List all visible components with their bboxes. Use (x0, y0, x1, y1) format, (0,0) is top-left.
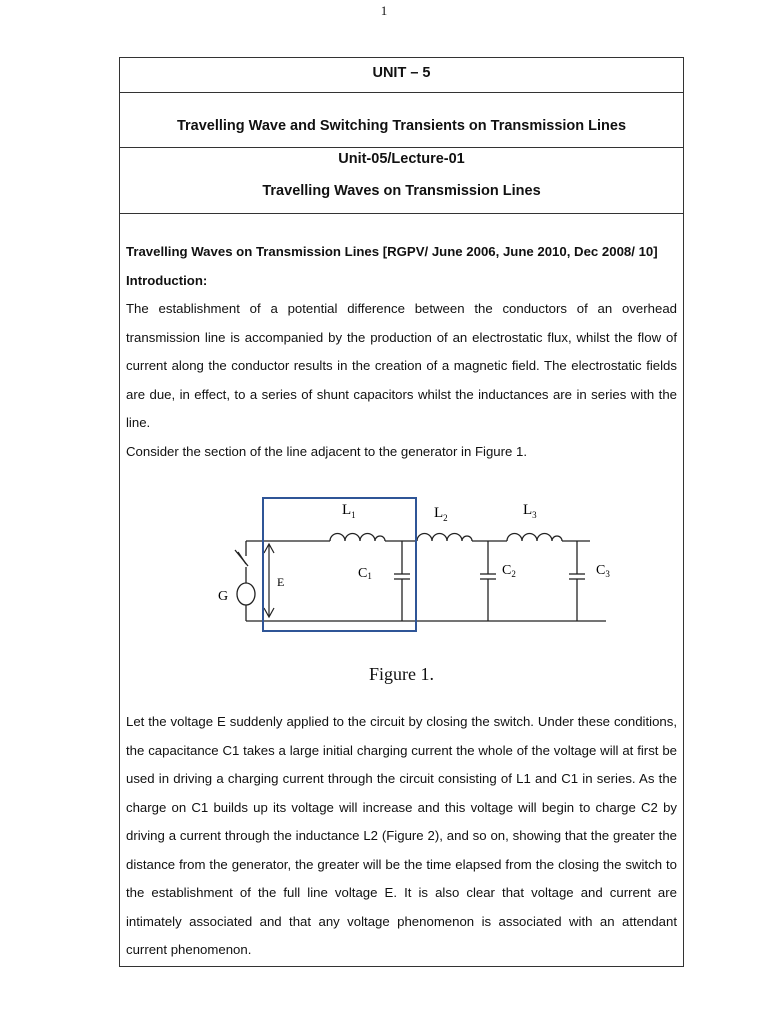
explanation-paragraph: Let the voltage E suddenly applied to the circuit by closing the switch. Under these conditions, the capacitance C1 takes a large initial charging current the whole of the voltage will at first be used in driving a charging current through the circuit consisting of L1 and C1 in series. As the charge on C1 builds up its voltage will increase and this voltage will begin to charge C2 by driving a current through the inductance L2 (Figure 2), and so on, showing that the greater the distance from the generator, the greater will be the time elapsed from the closing the switch to the establishment of the full line voltage E. It is also clear that voltage and current are intimately associated and that any voltage phenomenon is associated with an attendant current phenomenon. (126, 714, 677, 957)
page-number: 1 (380, 3, 388, 18)
lecture-number: Unit-05/Lecture-01 (338, 151, 465, 167)
highlight-box (263, 498, 416, 631)
circuit-figure (120, 490, 685, 690)
voltage-arrow (264, 544, 274, 617)
capacitor-c1-label: C1 (358, 566, 372, 581)
capacitor-c2 (480, 541, 496, 621)
inductor-l1 (330, 534, 385, 542)
inductor-l1-label: $L_1$ (342, 502, 356, 520)
capacitor-c3-label: $C_3$ (596, 563, 610, 579)
intro-heading: Introduction: (126, 272, 208, 288)
inductor-l2 (417, 534, 472, 542)
consider-paragraph: Consider the section of the line adjacent to the generator in Figure 1. (126, 443, 528, 459)
generator-label: G (218, 589, 229, 604)
capacitor-c1 (394, 541, 410, 621)
capacitor-c2-label: $C_2$ (502, 563, 516, 579)
lecture-title: Travelling Waves on Transmission Lines (262, 183, 541, 199)
lecture-row (120, 148, 683, 214)
unit-heading: UNIT – 5 (372, 65, 431, 81)
explanation-section (126, 708, 677, 965)
voltage-label: E (277, 575, 285, 589)
intro-paragraph: The establishment of a potential difference between the conductors of an overhead transmission line is accompanied by the production of an electrostatic flux, whilst the flow of current along the conductor results in the creation of a magnetic field. The electrostatic fields are due, in effect, to a series of shunt capacitors whilst the inductances are in series with the line. (126, 301, 677, 430)
capacitor-c3 (569, 541, 585, 621)
inductor-l3 (507, 534, 562, 542)
lecture-frame (119, 57, 684, 967)
inductor-l3-label: $L_3$ (523, 502, 537, 520)
chapter-title: Travelling Wave and Switching Transients on Transmission Lines (176, 118, 627, 134)
intro-section (126, 238, 677, 466)
generator-symbol (237, 583, 255, 605)
unit-row (120, 58, 683, 93)
title-row (120, 93, 683, 148)
figure-caption: Figure 1. (369, 664, 434, 684)
inductor-l2-label: $L_2$ (434, 505, 448, 523)
section-heading: Travelling Waves on Transmission Lines [RGPV/ June 2006, June 2010, Dec 2008/ 10] (126, 244, 658, 259)
circuit-lines (238, 541, 606, 621)
